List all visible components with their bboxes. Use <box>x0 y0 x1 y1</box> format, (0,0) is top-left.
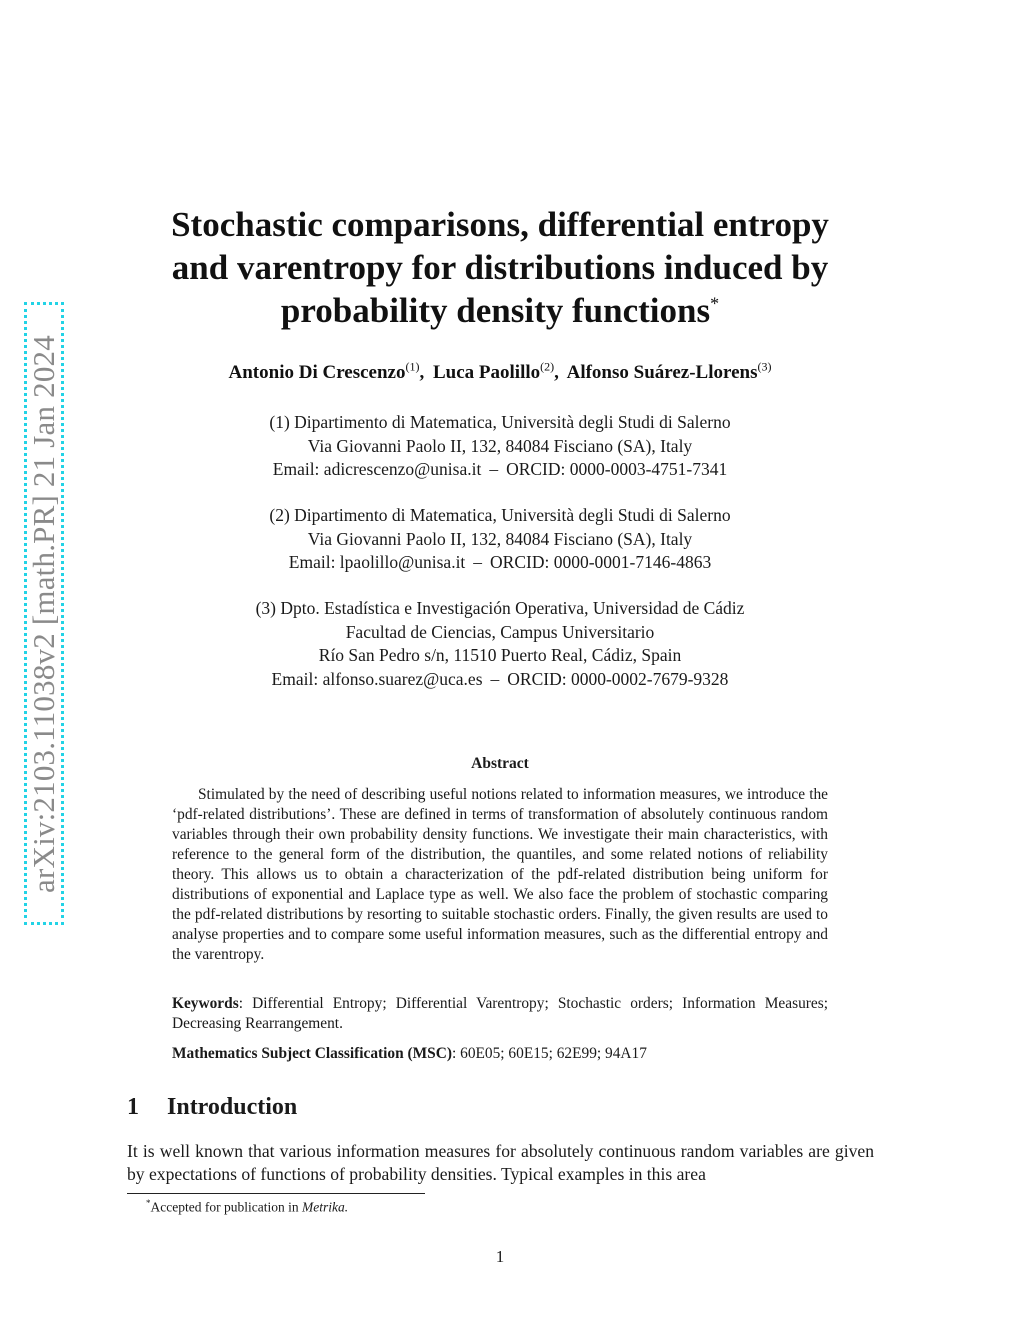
abstract-text: Stimulated by the need of describing useful notions related to information measures, we introduce the ‘pdf-related distributions’. These are defined in terms of transformation of absolutely continuous random variables through their own probability density functions. We investigate their main characteristics, with reference to the general form of the distribution, the quantiles, and some related notions of reliability theory. This allows us to obtain a characterization of the pdf-related distribution being uniform for distributions of exponential and Laplace type as well. We also face the problem of stochastic comparing the pdf-related distributions by resorting to suitable stochastic orders. Finally, the given results are used to analyse properties and to compare some useful information measures, such as the differential entropy and the varentropy. <box>172 786 828 963</box>
keywords-label: Keywords <box>172 995 239 1012</box>
affiliation-line: (2) Dipartimento di Matematica, Università degli Studi di Salerno <box>269 505 731 525</box>
footnote <box>146 1198 348 1216</box>
author-affil-ref: (2) <box>540 359 555 374</box>
title-line-2: and varentropy for distributions induced by <box>171 248 829 287</box>
affiliation-3 <box>110 597 890 691</box>
author-list: Antonio Di Crescenzo$^{(1)}$, Luca Paolillo$^{(2)}$, Alfonso Suárez-Llorens$^{(3)}$ <box>228 359 772 383</box>
email-link[interactable]: Email: alfonso.suarez@uca.es <box>271 668 483 689</box>
section-heading <box>127 1094 297 1121</box>
affiliation-2 <box>110 504 890 575</box>
affiliation-line: Facultad de Ciencias, Campus Universitario <box>345 621 655 642</box>
author-name: Alfonso Suárez-Llorens <box>566 362 758 383</box>
affiliation-line: Río San Pedro s/n, 11510 Puerto Real, Cádiz, Spain <box>318 645 682 665</box>
section-number: 1 <box>127 1094 139 1120</box>
author-name: Luca Paolillo <box>432 362 541 383</box>
affiliation-line: (3) Dpto. Estadística e Investigación Operativa, Universidad de Cádiz <box>255 598 745 618</box>
section-title: Introduction <box>167 1094 298 1120</box>
author-affil-ref: (3) <box>757 359 772 374</box>
msc-label: Mathematics Subject Classification (MSC) <box>172 1045 452 1062</box>
paper-title <box>110 203 890 332</box>
separator: – <box>489 459 499 479</box>
orcid-link[interactable]: ORCID: 0000-0003-4751-7341 <box>506 459 728 479</box>
title-line-3 <box>110 289 890 332</box>
arxiv-stamp[interactable] <box>24 302 64 925</box>
email-link[interactable]: Email: adicrescenzo@unisa.it <box>272 459 482 479</box>
author-affil-ref: (1) <box>405 359 420 374</box>
affiliation-contact <box>110 458 890 482</box>
arxiv-identifier: arXiv:2103.11038v2 [math.PR] 21 Jan 2024 <box>26 334 62 893</box>
footnote-journal: Metrika. <box>301 1199 349 1215</box>
separator: – <box>490 668 500 689</box>
footnote-mark: * <box>146 1198 151 1208</box>
msc-classification <box>172 1044 828 1064</box>
orcid-link[interactable]: ORCID: 0000-0002-7679-9328 <box>507 668 729 689</box>
keywords-text: : Differential Entropy; Differential Varentropy; Stochastic orders; Information Measures; Decreasing Rearrangement. <box>172 995 828 1032</box>
title-line-1: Stochastic comparisons, differential entropy <box>171 205 829 244</box>
abstract-heading: Abstract <box>471 755 529 772</box>
introduction-text: It is well known that various information measures for absolutely continuous random variables are given by expectations of functions of probability densities. Typical examples in this area <box>127 1141 874 1184</box>
title-footnote-mark: * <box>710 293 720 314</box>
title-line-3-text: probability density functions <box>280 291 711 330</box>
affiliation-line: Via Giovanni Paolo II, 132, 84084 Fisciano (SA), Italy <box>307 435 693 456</box>
affiliation-contact <box>110 551 890 575</box>
separator: – <box>473 552 483 572</box>
footnote-divider <box>127 1193 425 1194</box>
author-name: Antonio Di Crescenzo <box>228 362 406 383</box>
affiliation-contact <box>110 668 890 692</box>
affiliation-line: (1) Dipartimento di Matematica, Università degli Studi di Salerno <box>269 412 731 432</box>
footnote-text: Accepted for publication in <box>150 1199 302 1215</box>
email-link[interactable]: Email: lpaolillo@unisa.it <box>288 552 466 572</box>
keywords <box>172 994 828 1034</box>
msc-codes: : 60E05; 60E15; 62E99; 94A17 <box>452 1045 647 1062</box>
affiliation-line: Via Giovanni Paolo II, 132, 84084 Fisciano (SA), Italy <box>307 528 693 549</box>
affiliation-1 <box>110 411 890 482</box>
orcid-link[interactable]: ORCID: 0000-0001-7146-4863 <box>490 552 712 572</box>
page-number: 1 <box>495 1247 505 1266</box>
